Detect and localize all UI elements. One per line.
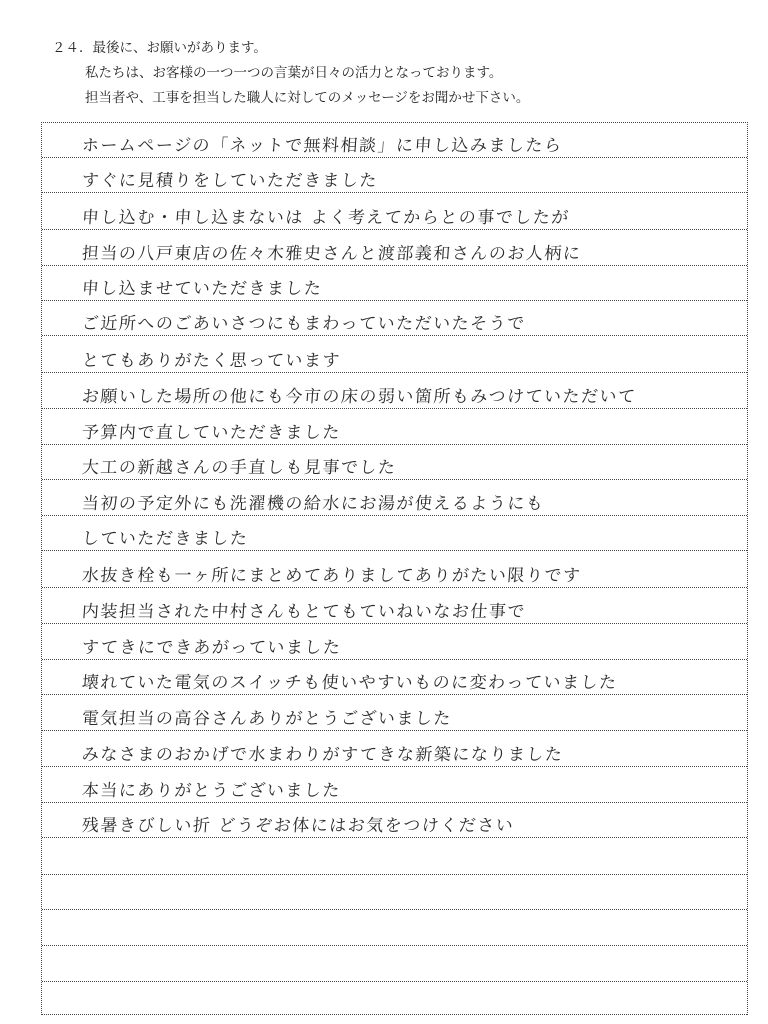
- answer-row: [42, 838, 747, 875]
- handwritten-line: 予算内で直していただきました: [81, 423, 342, 443]
- answer-row: [42, 910, 747, 946]
- answer-row: [42, 731, 747, 767]
- answer-row: [42, 551, 747, 588]
- answer-row: [42, 624, 747, 660]
- answer-row: [42, 516, 747, 551]
- handwritten-line: お願いした場所の他にも今市の床の弱い箇所もみつけていただいて: [81, 387, 638, 407]
- question-text-1: 私たちは、お客様の一つ一つの言葉が日々の活力となっております。: [85, 65, 503, 81]
- answer-row: [42, 875, 747, 910]
- answer-row: [42, 660, 747, 695]
- answer-row: [42, 695, 747, 731]
- handwritten-line: 残暑きびしい折 どうぞお体にはお気をつけください: [81, 816, 515, 836]
- answer-row: [42, 373, 747, 409]
- answer-row: [42, 409, 747, 445]
- answer-row: [42, 803, 747, 838]
- answer-row: [42, 158, 747, 193]
- answer-box: [41, 122, 748, 1015]
- handwritten-line: ご近所へのごあいさつにもまわっていただいたそうで: [81, 314, 527, 334]
- answer-row: [42, 193, 747, 230]
- question-header: [52, 36, 752, 111]
- handwritten-line: していただきました: [81, 529, 250, 549]
- handwritten-line: 申し込む・申し込まないは よく考えてからとの事でしたが: [81, 208, 571, 228]
- answer-row: [42, 982, 747, 1015]
- handwritten-line: すぐに見積りをしていただきました: [81, 171, 379, 191]
- question-text-2: 担当者や、工事を担当した職人に対してのメッセージをお聞かせ下さい。: [85, 90, 530, 106]
- handwritten-line: 担当の八戸東店の佐々木雅史さんと渡部義和さんのお人柄に: [81, 244, 583, 264]
- answer-row: [42, 230, 747, 266]
- answer-row: [42, 301, 747, 336]
- handwritten-line: とてもありがたく思っています: [81, 351, 342, 371]
- handwritten-line: 壊れていた電気のスイッチも使いやすいものに変わっていました: [81, 673, 619, 693]
- handwritten-line: 当初の予定外にも洗濯機の給水にお湯が使えるようにも: [81, 494, 546, 514]
- question-title: ２４．最後に、お願いがあります。: [52, 40, 267, 56]
- handwritten-line: 内装担当された中村さんもとてもていねいなお仕事で: [81, 602, 527, 622]
- answer-row: [42, 946, 747, 982]
- answer-row: [42, 123, 747, 158]
- answer-row: [42, 588, 747, 624]
- answer-row: [42, 266, 747, 301]
- handwritten-line: 大工の新越さんの手直しも見事でした: [81, 458, 398, 478]
- answer-row: [42, 445, 747, 480]
- handwritten-line: 水抜き栓も一ヶ所にまとめてありましてありがたい限りです: [81, 566, 583, 586]
- answer-row: [42, 480, 747, 516]
- handwritten-line: すてきにできあがっていました: [81, 638, 343, 658]
- handwritten-line: ホームページの「ネットで無料相談」に申し込みましたら: [81, 136, 564, 156]
- answer-row: [42, 767, 747, 803]
- handwritten-line: 電気担当の高谷さんありがとうございました: [81, 709, 453, 729]
- handwritten-line: みなさまのおかげで水まわりがすてきな新築になりました: [81, 745, 565, 765]
- handwritten-line: 申し込ませていただきました: [81, 279, 324, 299]
- handwritten-line: 本当にありがとうございました: [81, 781, 342, 801]
- answer-row: [42, 336, 747, 373]
